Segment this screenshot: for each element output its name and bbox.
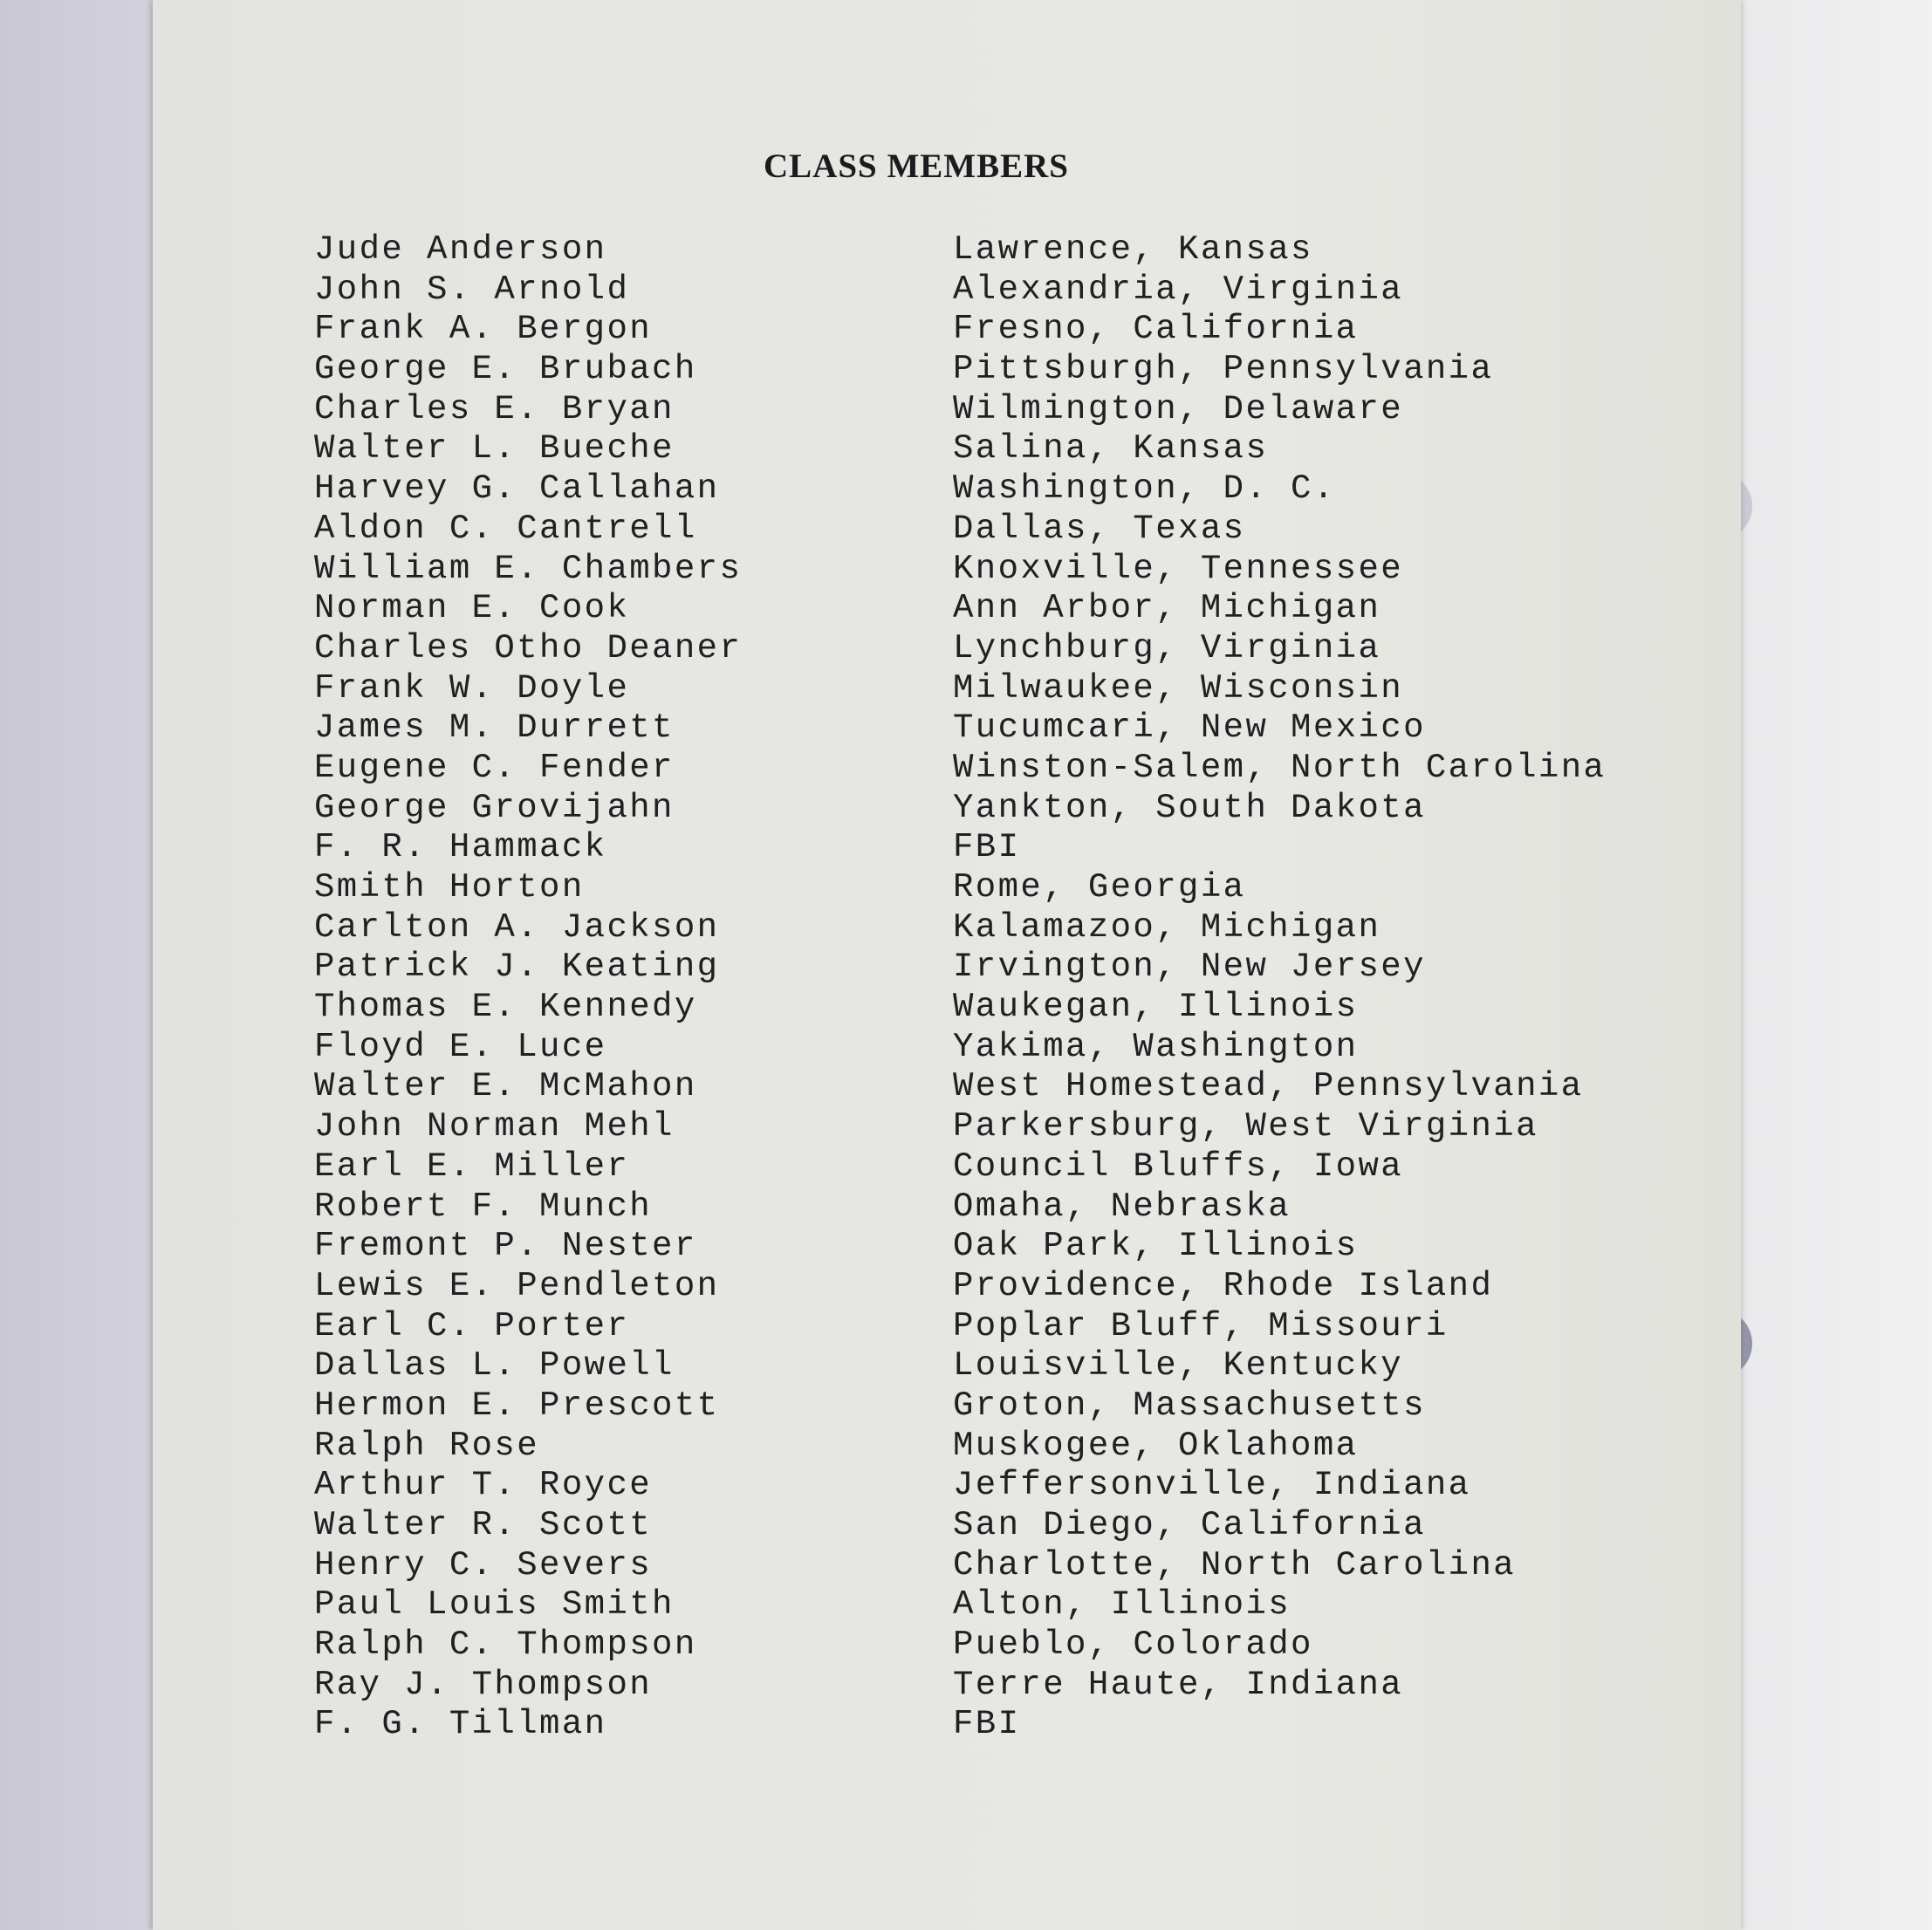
member-hometown: Providence, Rhode Island — [953, 1266, 1494, 1305]
member-hometown: Milwaukee, Wisconsin — [953, 668, 1404, 708]
member-hometown: Waukegan, Illinois — [953, 988, 1359, 1027]
member-name: Jude Anderson — [314, 230, 607, 269]
member-row — [314, 510, 1675, 550]
member-name: George E. Brubach — [314, 350, 697, 389]
member-row — [314, 390, 1675, 430]
member-hometown: Parkersburg, West Virginia — [953, 1107, 1538, 1146]
member-name: James M. Durrett — [314, 708, 675, 748]
member-row — [314, 1028, 1675, 1068]
member-name: Paul Louis Smith — [314, 1585, 675, 1625]
member-name: Harvey G. Callahan — [314, 469, 720, 509]
class-member-list — [314, 230, 1675, 1745]
member-hometown: Washington, D. C. — [953, 469, 1336, 509]
member-row — [314, 629, 1675, 669]
member-hometown: Wilmington, Delaware — [953, 389, 1404, 428]
member-hometown: Oak Park, Illinois — [953, 1227, 1359, 1266]
member-name: Eugene C. Fender — [314, 748, 675, 787]
member-row — [314, 789, 1675, 829]
member-name: Walter R. Scott — [314, 1506, 653, 1544]
member-row — [314, 350, 1675, 390]
member-row — [314, 1307, 1675, 1347]
member-row — [314, 310, 1675, 350]
member-row — [314, 1107, 1675, 1147]
member-row — [314, 270, 1675, 311]
member-hometown: Knoxville, Tennessee — [953, 549, 1404, 588]
member-name: William E. Chambers — [314, 549, 743, 588]
member-row — [314, 1546, 1675, 1586]
member-row — [314, 988, 1675, 1028]
member-hometown: Louisville, Kentucky — [953, 1346, 1404, 1386]
member-row — [314, 550, 1675, 590]
member-row — [314, 1625, 1675, 1666]
member-hometown: Rome, Georgia — [953, 868, 1246, 907]
member-name: Norman E. Cook — [314, 589, 630, 628]
page-title: CLASS MEMBERS — [764, 147, 1069, 185]
member-hometown: Kalamazoo, Michigan — [953, 907, 1381, 947]
member-row — [314, 1067, 1675, 1107]
member-hometown: Ann Arbor, Michigan — [953, 589, 1381, 628]
member-name: Robert F. Munch — [314, 1187, 653, 1226]
member-name: F. G. Tillman — [314, 1705, 607, 1744]
member-hometown: Omaha, Nebraska — [953, 1187, 1291, 1226]
member-name: Ralph C. Thompson — [314, 1625, 697, 1665]
member-name: Frank W. Doyle — [314, 668, 630, 708]
member-name: Hermon E. Prescott — [314, 1386, 720, 1425]
member-name: Earl C. Porter — [314, 1306, 630, 1345]
member-hometown: Groton, Massachusetts — [953, 1386, 1426, 1425]
member-name: Ralph Rose — [314, 1426, 540, 1465]
member-hometown: Jeffersonville, Indiana — [953, 1466, 1471, 1505]
member-name: Frank A. Bergon — [314, 310, 653, 349]
member-row — [314, 1666, 1675, 1706]
member-row — [314, 1386, 1675, 1427]
member-name: John Norman Mehl — [314, 1107, 675, 1146]
member-hometown: Yakima, Washington — [953, 1027, 1359, 1066]
member-hometown: Dallas, Texas — [953, 509, 1246, 548]
background-left — [0, 0, 157, 1930]
member-row — [314, 828, 1675, 868]
member-name: Patrick J. Keating — [314, 948, 720, 987]
member-row — [314, 1227, 1675, 1267]
member-name: Walter E. McMahon — [314, 1067, 697, 1106]
member-hometown: Tucumcari, New Mexico — [953, 708, 1426, 748]
background-right — [1710, 0, 1932, 1930]
member-name: John S. Arnold — [314, 270, 630, 309]
member-hometown: Council Bluffs, Iowa — [953, 1146, 1404, 1186]
member-name: Aldon C. Cantrell — [314, 509, 697, 548]
member-row — [314, 1427, 1675, 1467]
member-name: Ray J. Thompson — [314, 1665, 653, 1704]
member-row — [314, 589, 1675, 629]
member-hometown: Poplar Bluff, Missouri — [953, 1306, 1449, 1345]
member-name: Earl E. Miller — [314, 1146, 630, 1186]
member-row — [314, 1346, 1675, 1386]
member-hometown: Lynchburg, Virginia — [953, 628, 1381, 667]
member-row — [314, 1705, 1675, 1745]
member-name: Thomas E. Kennedy — [314, 988, 697, 1027]
member-row — [314, 1506, 1675, 1546]
member-row — [314, 1187, 1675, 1228]
member-row — [314, 868, 1675, 908]
member-name: Walter L. Bueche — [314, 429, 675, 469]
member-hometown: FBI — [953, 828, 1021, 867]
member-name: Floyd E. Luce — [314, 1027, 607, 1066]
member-name: Charles Otho Deaner — [314, 628, 743, 667]
member-hometown: Charlotte, North Carolina — [953, 1545, 1517, 1584]
member-row — [314, 1147, 1675, 1187]
member-hometown: Yankton, South Dakota — [953, 788, 1426, 827]
member-hometown: Terre Haute, Indiana — [953, 1665, 1404, 1704]
member-row — [314, 669, 1675, 709]
member-hometown: Alton, Illinois — [953, 1585, 1291, 1625]
member-row — [314, 708, 1675, 749]
member-name: Carlton A. Jackson — [314, 907, 720, 947]
member-hometown: FBI — [953, 1705, 1021, 1744]
member-name: Arthur T. Royce — [314, 1466, 653, 1505]
member-hometown: Irvington, New Jersey — [953, 948, 1426, 987]
member-hometown: Winston-Salem, North Carolina — [953, 748, 1607, 787]
member-row — [314, 230, 1675, 270]
member-hometown: Alexandria, Virginia — [953, 270, 1404, 309]
member-hometown: Lawrence, Kansas — [953, 230, 1313, 269]
member-row — [314, 1267, 1675, 1307]
member-hometown: Muskogee, Oklahoma — [953, 1426, 1359, 1465]
member-hometown: Pueblo, Colorado — [953, 1625, 1313, 1665]
member-row — [314, 908, 1675, 948]
member-row — [314, 948, 1675, 988]
member-hometown: West Homestead, Pennsylvania — [953, 1067, 1584, 1106]
member-hometown: Salina, Kansas — [953, 429, 1269, 469]
member-name: Fremont P. Nester — [314, 1227, 697, 1266]
member-name: Dallas L. Powell — [314, 1346, 675, 1386]
member-name: Smith Horton — [314, 868, 585, 907]
member-row — [314, 469, 1675, 510]
member-name: Henry C. Severs — [314, 1545, 653, 1584]
member-row — [314, 1466, 1675, 1506]
member-name: Charles E. Bryan — [314, 389, 675, 428]
member-row — [314, 429, 1675, 469]
member-hometown: Fresno, California — [953, 310, 1359, 349]
member-row — [314, 1585, 1675, 1625]
member-name: F. R. Hammack — [314, 828, 607, 867]
member-hometown: Pittsburgh, Pennsylvania — [953, 350, 1494, 389]
member-name: Lewis E. Pendleton — [314, 1266, 720, 1305]
member-name: George Grovijahn — [314, 788, 675, 827]
member-hometown: San Diego, California — [953, 1506, 1426, 1544]
member-row — [314, 749, 1675, 789]
